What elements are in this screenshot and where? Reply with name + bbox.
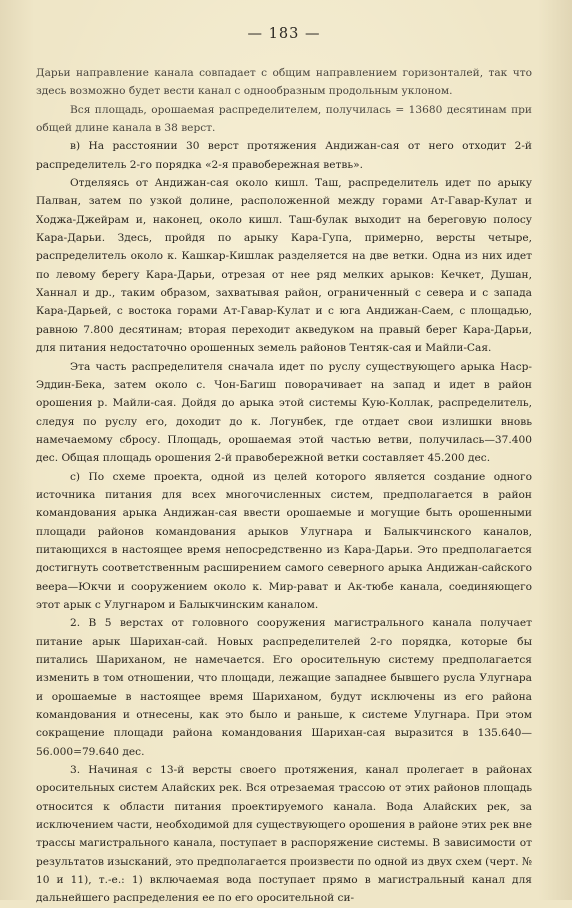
paragraph: 2. В 5 верстах от головного сооружения магистрального канала получает питание арык Шарихан-сай. Новых распределителей 2-го порядка, которые бы питались Шариханом, не намечается. Его оросительную систему предполагается изменить в том отношении, что площади, лежащие западнее бывшего русла Улугнара и орошаемые в настоящее время Шариханом, будут исключены из его района командования и отнесены, как это было и раньше, к системе Улугнара. При этом сокращение площади района командования Шарихан-сая выразится в 135.640—56.000=79.640 дес. [36,617,532,758]
paragraph: Дарьи направление канала совпадает с общим направлением горизонталей, так что здесь возможно будет вести канал с однообразным продольным уклоном. [36,67,532,98]
paragraph: с) По схеме проекта, одной из целей которого является создание одного источника питания для всех многочисленных систем, предполагается в район командования арыка Андижан-сая ввести орошаемые и могущие быть орошенными площади районов командования арыков Улугнара и Балыкчинского каналов, питающихся в настоящее время непосредственно из Кара-Дарьи. Это предполагается достигнуть соответственным расширением самого северного арыка Андижан-сайского веера—Юкчи и сооружением около к. Мир-рават и Ак-тюбе канала, соединяющего этот арык с Улугнаром и Балыкчинским каналом. [36,470,532,611]
paragraph: Отделяясь от Андижан-сая около кишл. Таш, распределитель идет по арыку Палван, затем по узкой долине, расположенной между горами Ат-Гавар-Кулат и Ходжа-Джейрам и, наконец, около кишл. Таш-булак выходит на береговую полосу Кара-Дарьи. Здесь, пройдя по арыку Кара-Гупа, примерно, версты четыре, распределитель около к. Кашкар-Кишлак разделяется на две ветки. Одна из них идет по левому берегу Кара-Дарьи, отрезая от нее ряд мелких арыков: Кечкет, Душан, Ханнал и др., таким образом, захватывая район, ограниченный с севера и с запада Кара-Дарьей, с востока горами Ат-Гавар-Кулат и с юга Андижан-Саем, с площадью, равною 7.800 десятинам; вторая переходит акведуком на правый берег Кара-Дарьи, для питания недостаточно орошенных земель районов Тентяк-сая и Майли-Сая. [36,177,532,355]
paragraph: Эта часть распределителя сначала идет по руслу существующего арыка Наср-Эддин-Бека, затем около с. Чон-Багиш поворачивает на запад и идет в район орошения р. Майли-сая. Дойдя до арыка этой системы Кую-Коллак, распределитель, следуя по руслу его, доходит до к. Логунбек, где отдает свои излишки вновь намечаемому сбросу. Площадь, орошаемая этой частью ветви, получилась—37.400 дес. Общая площадь орошения 2-й правобережной ветки составляет 45.200 дес. [36,360,532,465]
body-text [36,64,532,908]
page-number: — 183 — [247,26,321,42]
paragraph: Вся площадь, орошаемая распределителем, получилась = 13680 десятинам при общей длине канала в 38 верст. [36,103,532,135]
paragraph: 3. Начиная с 13-й версты своего протяжения, канал пролегает в районах оросительных систем Алайских рек. Вся отрезаемая трассою от этих районов площадь относится к области питания проектируемого канала. Вода Алайских рек, за исключением части, необходимой для существующего орошения в районе этих рек вне трассы магистрального канала, поступает в распоряжение системы. В зависимости от результатов изысканий, это предполагается произвести по одной из двух схем (черт. № 10 и 11), т.-е.: 1) включаемая вода поступает прямо в магистральный канал для дальнейшего распределения ее по его оросительной си- [36,764,532,905]
paragraph: в) На расстоянии 30 верст протяжения Андижан-сая от него отходит 2-й распределитель 2-го порядка «2-я правобережная ветвь». [36,140,532,171]
